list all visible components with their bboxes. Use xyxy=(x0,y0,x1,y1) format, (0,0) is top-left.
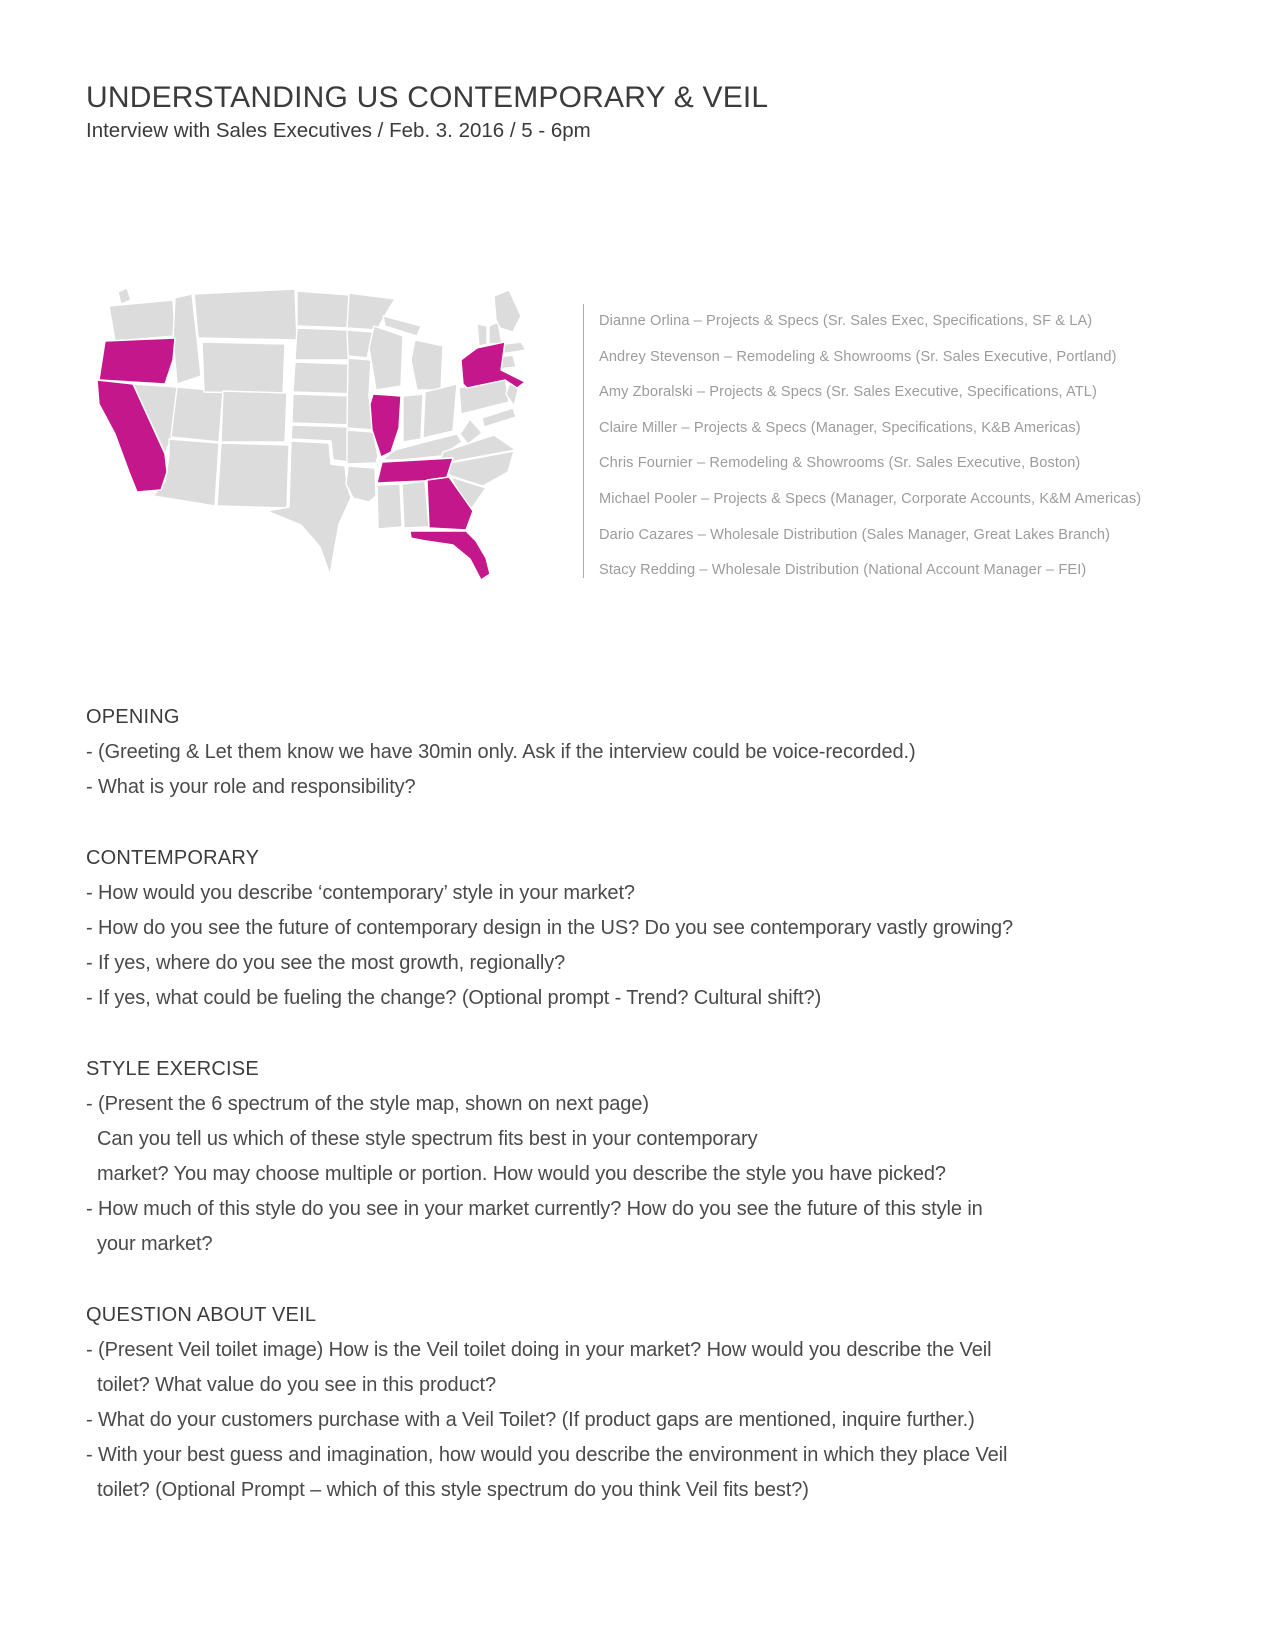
question-line: toilet? What value do you see in this product? xyxy=(97,1374,496,1396)
question-line: your market? xyxy=(97,1233,213,1255)
participant-row: Michael Pooler – Projects & Specs (Manager, Corporate Accounts, K&M Americas) xyxy=(599,490,1142,507)
question-line: - What do your customers purchase with a Veil Toilet? (If product gaps are mentioned, inquire further.) xyxy=(86,1409,975,1431)
question-line: - How would you describe ‘contemporary’ style in your market? xyxy=(86,882,635,904)
section xyxy=(86,1298,1216,1508)
section-heading: STYLE EXERCISE xyxy=(86,1058,259,1080)
participant-row: Claire Miller – Projects & Specs (Manager, Specifications, K&B Americas) xyxy=(599,419,1081,436)
question-line: - How do you see the future of contemporary design in the US? Do you see contemporary vastly growing? xyxy=(86,917,1014,939)
participant-row: Stacy Redding – Wholesale Distribution (National Account Manager – FEI) xyxy=(599,562,1087,579)
participant-row: Andrey Stevenson – Remodeling & Showrooms (Sr. Sales Executive, Portland) xyxy=(599,348,1117,365)
participants-list xyxy=(599,304,1199,589)
participants-divider-line xyxy=(583,304,584,578)
question-line: - (Present Veil toilet image) How is the Veil toilet doing in your market? How would you describe the Veil xyxy=(86,1339,992,1361)
question-line: - How much of this style do you see in your market currently? How do you see the future of this style in xyxy=(86,1198,983,1220)
question-line: Can you tell us which of these style spectrum fits best in your contemporary xyxy=(97,1128,758,1150)
title-block xyxy=(86,80,768,145)
question-line: - If yes, what could be fueling the change? (Optional prompt - Trend? Cultural shift?) xyxy=(86,987,822,1009)
question-line: - If yes, where do you see the most growth, regionally? xyxy=(86,952,566,974)
us-map-svg xyxy=(84,284,536,584)
us-states-map xyxy=(84,284,536,584)
section-heading: OPENING xyxy=(86,706,180,728)
section xyxy=(86,841,1216,1016)
participant-row: Amy Zboralski – Projects & Specs (Sr. Sales Executive, Specifications, ATL) xyxy=(599,384,1097,401)
section xyxy=(86,1052,1216,1262)
interview-sections xyxy=(86,700,1216,1508)
participant-row: Dianne Orlina – Projects & Specs (Sr. Sales Exec, Specifications, SF & LA) xyxy=(599,313,1093,329)
page-subtitle: Interview with Sales Executives / Feb. 3. 2016 / 5 - 6pm xyxy=(86,119,591,142)
section xyxy=(86,700,1216,805)
participant-row: Dario Cazares – Wholesale Distribution (Sales Manager, Great Lakes Branch) xyxy=(599,526,1111,543)
section-heading: QUESTION ABOUT VEIL xyxy=(86,1304,317,1326)
section-heading: CONTEMPORARY xyxy=(86,847,260,869)
page-title: UNDERSTANDING US CONTEMPORARY & VEIL xyxy=(86,81,769,114)
question-line: - (Greeting & Let them know we have 30min only. Ask if the interview could be voice-recorded.) xyxy=(86,741,916,763)
question-line: market? You may choose multiple or portion. How would you describe the style you have picked? xyxy=(97,1163,946,1185)
participant-row: Chris Fournier – Remodeling & Showrooms (Sr. Sales Executive, Boston) xyxy=(599,455,1081,472)
question-line: toilet? (Optional Prompt – which of this style spectrum do you think Veil fits best?) xyxy=(97,1479,809,1501)
question-line: - With your best guess and imagination, how would you describe the environment in which they place Veil xyxy=(86,1444,1008,1466)
question-line: - (Present the 6 spectrum of the style map, shown on next page) xyxy=(86,1093,649,1115)
question-line: - What is your role and responsibility? xyxy=(86,776,416,798)
